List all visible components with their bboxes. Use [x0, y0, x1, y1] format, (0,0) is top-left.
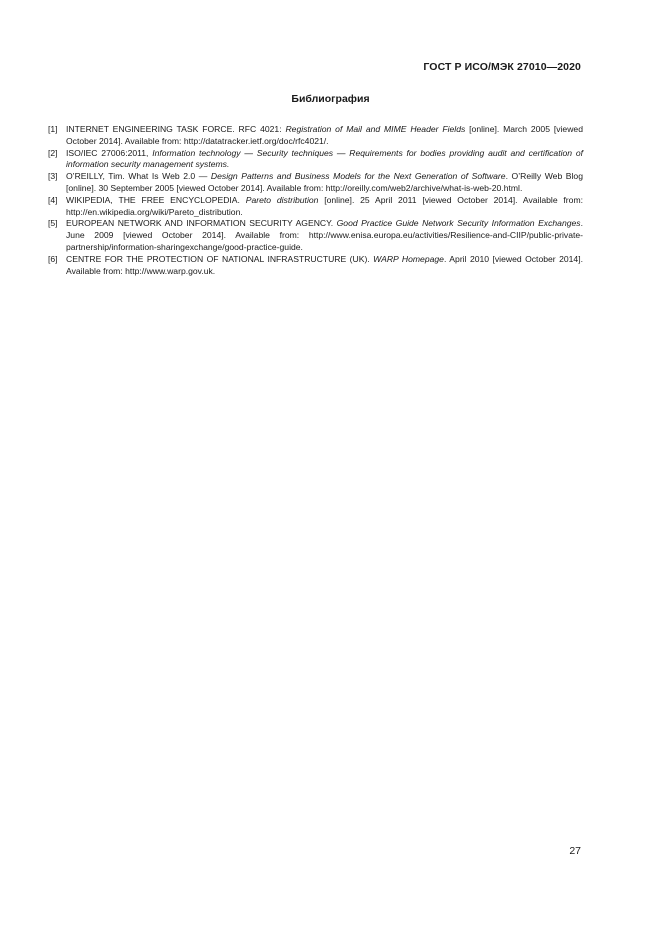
- reference-number: [2]: [48, 147, 58, 158]
- reference-text: [66, 254, 583, 278]
- standard-code-header: ГОСТ Р ИСО/МЭК 27010—2020: [423, 61, 581, 73]
- reference-text-part: EUROPEAN NETWORK AND INFORMATION SECURITY AGENCY.: [66, 218, 337, 229]
- page-number: 27: [569, 845, 581, 857]
- reference-number: [5]: [48, 218, 58, 229]
- reference-title-part: Registration of Mail and MIME Header Fields: [285, 124, 466, 134]
- reference-item: [48, 148, 583, 172]
- reference-item: [48, 124, 583, 148]
- reference-text: [66, 195, 583, 219]
- reference-item: [48, 218, 583, 253]
- reference-item: [48, 195, 583, 219]
- reference-title-part: Good Practice Guide Network Security Information Exchanges: [336, 218, 581, 229]
- reference-item: [48, 171, 583, 195]
- reference-text-part: . O’Reilly Web Blog [online]. 30 September 2005 [viewed October 2014]. Available from: http://oreilly.com/web2/archive/what-is-web-20.html.: [66, 171, 583, 193]
- reference-text-part: CENTRE FOR THE PROTECTION OF NATIONAL INFRASTRUCTURE (UK).: [66, 253, 374, 264]
- reference-number: [1]: [48, 124, 58, 134]
- reference-text-part: ISO/IEC 27006:2011,: [66, 147, 153, 158]
- reference-text-part: WIKIPEDIA, THE FREE ENCYCLOPEDIA.: [66, 194, 246, 205]
- reference-item: [48, 254, 583, 278]
- reference-text-part: O’REILLY, Tim. What Is Web 2.0 —: [66, 171, 211, 182]
- reference-text: [66, 124, 583, 148]
- reference-number: [4]: [48, 194, 58, 205]
- reference-text: [66, 218, 583, 253]
- reference-title-part: Pareto distribution: [245, 194, 319, 205]
- reference-text: [66, 171, 583, 195]
- reference-text-part: . April 2010 [viewed October 2014]. Available from: http://www.warp.gov.uk.: [66, 253, 583, 276]
- reference-text: [66, 148, 583, 172]
- reference-title-part: WARP Homepage: [373, 253, 444, 264]
- reference-number: [6]: [48, 253, 58, 264]
- bibliography-title: Библиография: [291, 93, 370, 105]
- reference-text-part: [online]. March 2005 [viewed October 2014]. Available from: http://datatracker.ietf.org/doc/rfc4021/.: [66, 124, 583, 146]
- reference-text-part: [online]. 25 April 2011 [viewed October 2014]. Available from: http://en.wikipedia.org/wiki/Pareto_distribution.: [66, 194, 583, 217]
- reference-title-part: Information technology — Security techniques — Requirements for bodies providing audit and certification of information security management systems.: [66, 147, 583, 170]
- reference-number: [3]: [48, 171, 58, 182]
- reference-list: [48, 124, 583, 277]
- reference-text-part: INTERNET ENGINEERING TASK FORCE. RFC 4021:: [66, 124, 286, 134]
- reference-text-part: . June 2009 [viewed October 2014]. Available from: http://www.enisa.europa.eu/activities/Resilience-and-CIIP/public-private-partnership/information-sharingexchange/good-practice-guide.: [66, 218, 583, 252]
- reference-title-part: Design Patterns and Business Models for the Next Generation of Software: [210, 171, 506, 182]
